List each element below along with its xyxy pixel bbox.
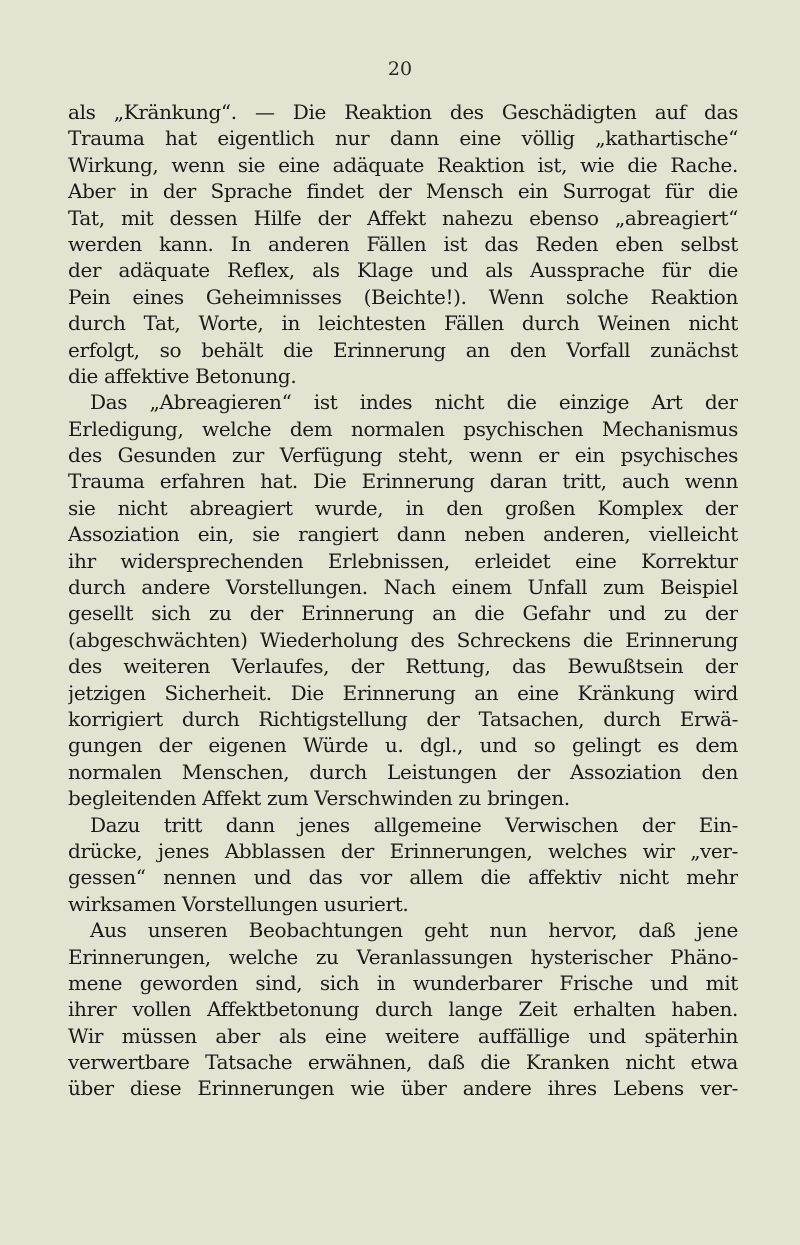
- text-line: Pein eines Geheimnisses (Beichte!). Wenn solche Reaktion: [68, 284, 738, 309]
- text-line: Trauma erfahren hat. Die Erinnerung daran tritt, auch wenn: [68, 469, 738, 494]
- text-line: mene geworden sind, sich in wunderbarer Frische und mit: [68, 970, 738, 995]
- text-line: Wirkung, wenn sie eine adäquate Reaktion ist, wie die Rache.: [68, 152, 738, 177]
- text-line: normalen Menschen, durch Leistungen der Assoziation den: [68, 759, 738, 784]
- text-line: des weiteren Verlaufes, der Rettung, das Bewußtsein der: [68, 654, 738, 679]
- text-line: über diese Erinnerungen wie über andere ihres Lebens ver-: [68, 1076, 738, 1101]
- text-line: Erledigung, welche dem normalen psychischen Mechanismus: [68, 416, 738, 441]
- text-line: die affektive Betonung.: [68, 363, 297, 388]
- text-line: gungen der eigenen Würde u. dgl., und so gelingt es dem: [68, 733, 738, 758]
- text-line: der adäquate Reflex, als Klage und als Aussprache für die: [68, 258, 738, 283]
- text-line: Das „Abreagieren“ ist indes nicht die einzige Art der: [90, 390, 738, 415]
- text-line: jetzigen Sicherheit. Die Erinnerung an eine Kränkung wird: [68, 680, 738, 705]
- text-line: Erinnerungen, welche zu Veranlassungen hysterischer Phäno-: [68, 944, 738, 969]
- text-line: ihr widersprechenden Erlebnissen, erleidet eine Korrektur: [68, 548, 738, 573]
- text-line: Tat, mit dessen Hilfe der Affekt nahezu ebenso „abreagiert“: [68, 205, 738, 230]
- text-line: wirksamen Vorstellungen usuriert.: [68, 891, 409, 916]
- text-line: des Gesunden zur Verfügung steht, wenn er ein psychisches: [68, 443, 738, 468]
- text-line: Assoziation ein, sie rangiert dann neben anderen, vielleicht: [68, 522, 738, 547]
- body-text: [68, 99, 738, 1102]
- text-line: durch andere Vorstellungen. Nach einem Unfall zum Beispiel: [68, 575, 738, 600]
- text-line: korrigiert durch Richtigstellung der Tatsachen, durch Erwä-: [68, 706, 738, 731]
- text-line: Trauma hat eigentlich nur dann eine völlig „kathartische“: [68, 126, 738, 151]
- text-line: durch Tat, Worte, in leichtesten Fällen durch Weinen nicht: [68, 311, 738, 336]
- text-line: (abgeschwächten) Wiederholung des Schreckens die Erinnerung: [68, 627, 738, 652]
- text-line: als „Kränkung“. — Die Reaktion des Geschädigten auf das: [68, 100, 738, 124]
- text-line: werden kann. In anderen Fällen ist das Reden eben selbst: [68, 231, 738, 256]
- page-number: 20: [387, 58, 413, 80]
- text-line: sie nicht abreagiert wurde, in den großen Komplex der: [68, 495, 738, 520]
- text-line: gessen“ nennen und das vor allem die affektiv nicht mehr: [68, 865, 738, 890]
- text-line: erfolgt, so behält die Erinnerung an den Vorfall zunächst: [68, 337, 738, 362]
- text-line: Aber in der Sprache findet der Mensch ein Surrogat für die: [68, 179, 738, 204]
- text-line: ihrer vollen Affektbetonung durch lange Zeit erhalten haben.: [68, 997, 738, 1022]
- text-line: begleitenden Affekt zum Verschwinden zu bringen.: [68, 786, 570, 811]
- text-line: verwertbare Tatsache erwähnen, daß die Kranken nicht etwa: [68, 1050, 738, 1075]
- text-line: gesellt sich zu der Erinnerung an die Gefahr und zu der: [68, 601, 738, 626]
- text-line: Dazu tritt dann jenes allgemeine Verwischen der Ein-: [90, 812, 738, 837]
- text-line: Wir müssen aber als eine weitere auffällige und späterhin: [68, 1023, 738, 1048]
- text-line: drücke, jenes Abblassen der Erinnerungen, welches wir „ver-: [68, 838, 738, 863]
- text-line: Aus unseren Beobachtungen geht nun hervor, daß jene: [90, 918, 738, 943]
